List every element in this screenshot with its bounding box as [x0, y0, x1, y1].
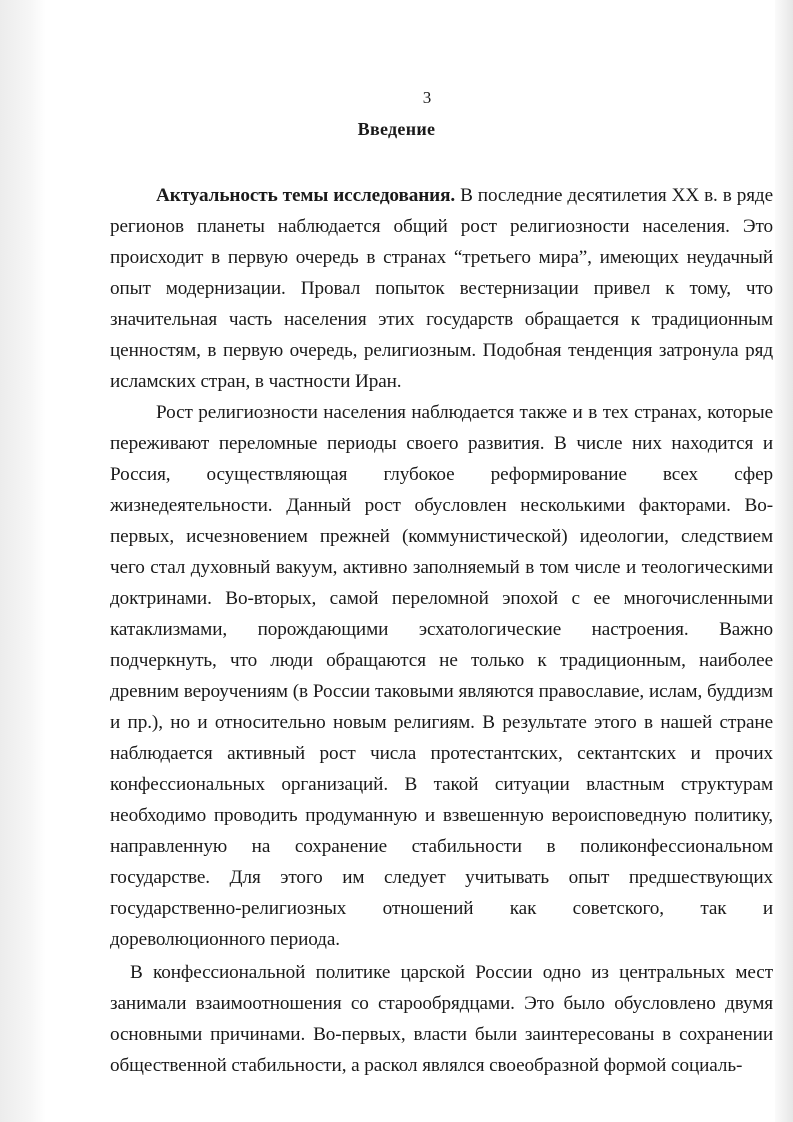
body-text: [110, 180, 773, 1081]
page-number: 3: [422, 88, 432, 107]
paragraph-text: В последние десятилетия XX в. в ряде регионов планеты наблюдается общий рост религиозности населения. Это происходит в первую очередь в странах “третьего мира”, имеющих неудачный опыт модернизации. Провал попыток вестернизации привел к тому, что значительная часть населения этих государств обращается к традиционным ценностям, в первую очередь, религиозным. Подобная тенденция затронула ряд исламских стран, в частности Иран.: [110, 185, 773, 392]
paragraph-religiosity: Рост религиозности населения наблюдается также и в тех странах, которые переживают переломные периоды своего развития. В числе них находится и Россия, осуществляющая глубокое реформирование всех сфер жизнедеятельности. Данный рост обусловлен несколькими факторами. Во-первых, исчезновением прежней (коммунистической) идеологии, следствием чего стал духовный вакуум, активно заполняемый в том числе и теологическими доктринами. Во-вторых, самой переломной эпохой с ее многочисленными катаклизмами, порождающими эсхатологические настроения. Важно подчеркнуть, что люди обращаются не только к традиционным, наиболее древним вероучениям (в России таковыми являются православие, ислам, буддизм и пр.), но и относительно новым религиям. В результате этого в нашей стране наблюдается активный рост числа протестантских, сектантских и прочих конфессиональных организаций. В такой ситуации властным структурам необходимо проводить продуманную и взвешенную вероисповедную политику, направленную на сохранение стабильности в поликонфессиональном государстве. Для этого им следует учитывать опыт предшествующих государственно-религиозных отношений как советского, так и дореволюционного периода.: [110, 402, 773, 950]
scan-shadow-right: [775, 0, 793, 1122]
paragraph-lead: Актуальность темы исследования.: [156, 185, 456, 206]
section-title: Введение: [357, 119, 436, 139]
paragraph-confessional-policy: В конфессиональной политике царской России одно из центральных мест занимали взаимоотношения со старообрядцами. Это было обусловлено двумя основными причинами. Во-первых, власти были заинтересованы в сохранении общественной стабильности, а раскол являлся своеобразной формой социаль-: [110, 962, 773, 1076]
scan-shadow-left: [0, 0, 46, 1122]
paragraph-relevance: [110, 180, 773, 397]
